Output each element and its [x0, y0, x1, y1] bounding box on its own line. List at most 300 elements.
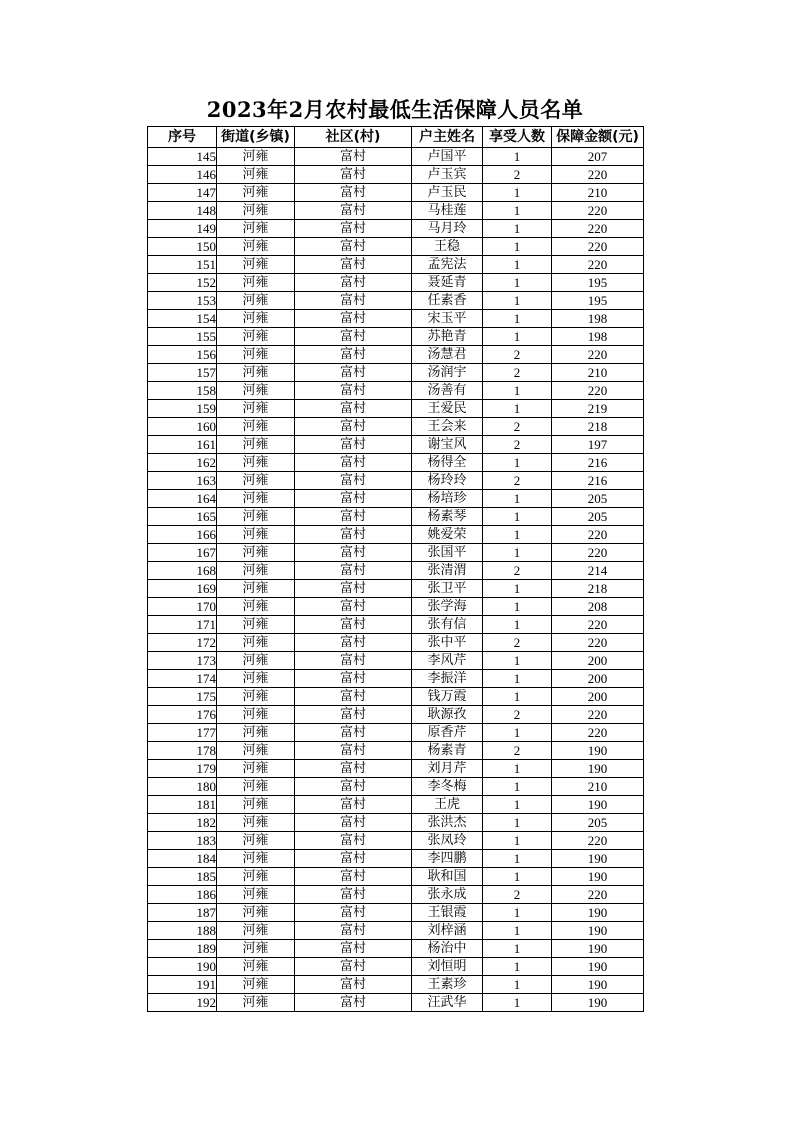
- cell-seq: 172: [148, 634, 217, 652]
- cell-seq: 188: [148, 922, 217, 940]
- cell-persons: 2: [483, 472, 552, 490]
- cell-persons: 1: [483, 454, 552, 472]
- cell-seq: 162: [148, 454, 217, 472]
- table-row: [148, 724, 644, 742]
- cell-householder: 张清渭: [412, 562, 483, 580]
- cell-street: 河雍: [217, 742, 295, 760]
- cell-street: 河雍: [217, 832, 295, 850]
- cell-community: 富村: [295, 472, 412, 490]
- table-row: [148, 904, 644, 922]
- cell-community: 富村: [295, 922, 412, 940]
- table-row: [148, 742, 644, 760]
- table-row: [148, 400, 644, 418]
- cell-street: 河雍: [217, 346, 295, 364]
- cell-street: 河雍: [217, 436, 295, 454]
- cell-seq: 147: [148, 184, 217, 202]
- cell-householder: 刘月芹: [412, 760, 483, 778]
- cell-persons: 1: [483, 850, 552, 868]
- cell-community: 富村: [295, 580, 412, 598]
- cell-persons: 1: [483, 202, 552, 220]
- cell-street: 河雍: [217, 598, 295, 616]
- cell-persons: 1: [483, 292, 552, 310]
- cell-seq: 155: [148, 328, 217, 346]
- cell-community: 富村: [295, 814, 412, 832]
- cell-householder: 汤润宇: [412, 364, 483, 382]
- cell-householder: 汤慧君: [412, 346, 483, 364]
- cell-householder: 汪武华: [412, 994, 483, 1012]
- cell-householder: 张永成: [412, 886, 483, 904]
- cell-persons: 2: [483, 418, 552, 436]
- cell-seq: 171: [148, 616, 217, 634]
- cell-street: 河雍: [217, 490, 295, 508]
- header-amount: 保障金额(元): [552, 127, 644, 148]
- table-row: [148, 526, 644, 544]
- cell-community: 富村: [295, 598, 412, 616]
- cell-community: 富村: [295, 670, 412, 688]
- cell-householder: 原香芹: [412, 724, 483, 742]
- header-householder: 户主姓名: [412, 127, 483, 148]
- cell-amount: 216: [552, 472, 644, 490]
- cell-amount: 220: [552, 166, 644, 184]
- cell-seq: 180: [148, 778, 217, 796]
- cell-householder: 苏艳青: [412, 328, 483, 346]
- cell-seq: 182: [148, 814, 217, 832]
- cell-householder: 李振洋: [412, 670, 483, 688]
- cell-persons: 1: [483, 508, 552, 526]
- table-row: [148, 256, 644, 274]
- cell-householder: 张洪杰: [412, 814, 483, 832]
- table-body: [148, 148, 644, 1012]
- cell-seq: 189: [148, 940, 217, 958]
- cell-street: 河雍: [217, 922, 295, 940]
- cell-community: 富村: [295, 490, 412, 508]
- cell-street: 河雍: [217, 508, 295, 526]
- cell-seq: 179: [148, 760, 217, 778]
- cell-seq: 156: [148, 346, 217, 364]
- cell-street: 河雍: [217, 634, 295, 652]
- cell-persons: 1: [483, 922, 552, 940]
- cell-householder: 张国平: [412, 544, 483, 562]
- cell-seq: 149: [148, 220, 217, 238]
- cell-seq: 174: [148, 670, 217, 688]
- cell-amount: 220: [552, 256, 644, 274]
- cell-community: 富村: [295, 508, 412, 526]
- cell-street: 河雍: [217, 184, 295, 202]
- table-row: [148, 310, 644, 328]
- cell-street: 河雍: [217, 148, 295, 166]
- cell-community: 富村: [295, 256, 412, 274]
- cell-householder: 刘恒明: [412, 958, 483, 976]
- cell-community: 富村: [295, 562, 412, 580]
- cell-street: 河雍: [217, 364, 295, 382]
- cell-amount: 220: [552, 544, 644, 562]
- cell-street: 河雍: [217, 688, 295, 706]
- cell-amount: 219: [552, 400, 644, 418]
- cell-amount: 190: [552, 976, 644, 994]
- cell-seq: 187: [148, 904, 217, 922]
- cell-seq: 161: [148, 436, 217, 454]
- cell-community: 富村: [295, 958, 412, 976]
- cell-amount: 208: [552, 598, 644, 616]
- cell-community: 富村: [295, 634, 412, 652]
- cell-community: 富村: [295, 868, 412, 886]
- cell-householder: 卢玉宾: [412, 166, 483, 184]
- cell-street: 河雍: [217, 562, 295, 580]
- cell-seq: 176: [148, 706, 217, 724]
- cell-community: 富村: [295, 382, 412, 400]
- table-row: [148, 202, 644, 220]
- cell-householder: 张有信: [412, 616, 483, 634]
- cell-persons: 1: [483, 670, 552, 688]
- table-row: [148, 940, 644, 958]
- table-row: [148, 472, 644, 490]
- table-row: [148, 274, 644, 292]
- cell-persons: 1: [483, 490, 552, 508]
- cell-community: 富村: [295, 940, 412, 958]
- cell-community: 富村: [295, 148, 412, 166]
- table-row: [148, 706, 644, 724]
- cell-community: 富村: [295, 292, 412, 310]
- cell-householder: 杨素琴: [412, 508, 483, 526]
- cell-persons: 1: [483, 256, 552, 274]
- cell-community: 富村: [295, 706, 412, 724]
- cell-householder: 李冬梅: [412, 778, 483, 796]
- cell-amount: 220: [552, 526, 644, 544]
- cell-community: 富村: [295, 526, 412, 544]
- cell-amount: 190: [552, 868, 644, 886]
- cell-street: 河雍: [217, 310, 295, 328]
- table-row: [148, 184, 644, 202]
- cell-street: 河雍: [217, 526, 295, 544]
- table-row: [148, 562, 644, 580]
- cell-seq: 158: [148, 382, 217, 400]
- cell-amount: 190: [552, 904, 644, 922]
- cell-householder: 王银霞: [412, 904, 483, 922]
- cell-street: 河雍: [217, 238, 295, 256]
- cell-community: 富村: [295, 220, 412, 238]
- cell-amount: 210: [552, 778, 644, 796]
- cell-street: 河雍: [217, 850, 295, 868]
- table-row: [148, 328, 644, 346]
- cell-community: 富村: [295, 436, 412, 454]
- cell-amount: 220: [552, 346, 644, 364]
- cell-householder: 耿源孜: [412, 706, 483, 724]
- cell-seq: 169: [148, 580, 217, 598]
- cell-street: 河雍: [217, 796, 295, 814]
- cell-householder: 张学海: [412, 598, 483, 616]
- cell-amount: 216: [552, 454, 644, 472]
- cell-street: 河雍: [217, 814, 295, 832]
- table-row: [148, 598, 644, 616]
- cell-householder: 张卫平: [412, 580, 483, 598]
- cell-street: 河雍: [217, 670, 295, 688]
- table-row: [148, 148, 644, 166]
- cell-community: 富村: [295, 976, 412, 994]
- cell-seq: 151: [148, 256, 217, 274]
- cell-persons: 2: [483, 346, 552, 364]
- cell-community: 富村: [295, 544, 412, 562]
- cell-persons: 2: [483, 886, 552, 904]
- cell-community: 富村: [295, 742, 412, 760]
- cell-street: 河雍: [217, 472, 295, 490]
- recipient-table: [147, 126, 644, 1012]
- cell-amount: 220: [552, 238, 644, 256]
- cell-seq: 163: [148, 472, 217, 490]
- table-row: [148, 814, 644, 832]
- cell-street: 河雍: [217, 652, 295, 670]
- header-seq: 序号: [148, 127, 217, 148]
- cell-street: 河雍: [217, 706, 295, 724]
- table-row: [148, 436, 644, 454]
- cell-street: 河雍: [217, 760, 295, 778]
- cell-amount: 210: [552, 364, 644, 382]
- table-row: [148, 454, 644, 472]
- table-row: [148, 886, 644, 904]
- cell-street: 河雍: [217, 724, 295, 742]
- cell-seq: 154: [148, 310, 217, 328]
- table-row: [148, 760, 644, 778]
- cell-householder: 马月玲: [412, 220, 483, 238]
- cell-amount: 205: [552, 814, 644, 832]
- table-row: [148, 238, 644, 256]
- table-row: [148, 364, 644, 382]
- table-header-row: [148, 127, 644, 148]
- table-row: [148, 850, 644, 868]
- cell-householder: 杨治中: [412, 940, 483, 958]
- cell-persons: 1: [483, 688, 552, 706]
- cell-seq: 146: [148, 166, 217, 184]
- cell-householder: 王会来: [412, 418, 483, 436]
- cell-householder: 马桂莲: [412, 202, 483, 220]
- cell-seq: 173: [148, 652, 217, 670]
- cell-seq: 157: [148, 364, 217, 382]
- cell-seq: 160: [148, 418, 217, 436]
- cell-householder: 谢宝风: [412, 436, 483, 454]
- cell-amount: 198: [552, 310, 644, 328]
- cell-seq: 181: [148, 796, 217, 814]
- cell-seq: 167: [148, 544, 217, 562]
- table-row: [148, 292, 644, 310]
- cell-seq: 159: [148, 400, 217, 418]
- cell-persons: 1: [483, 796, 552, 814]
- cell-seq: 148: [148, 202, 217, 220]
- cell-persons: 1: [483, 238, 552, 256]
- cell-householder: 杨素青: [412, 742, 483, 760]
- cell-street: 河雍: [217, 220, 295, 238]
- cell-amount: 200: [552, 670, 644, 688]
- cell-street: 河雍: [217, 958, 295, 976]
- cell-amount: 190: [552, 958, 644, 976]
- cell-persons: 2: [483, 166, 552, 184]
- cell-community: 富村: [295, 202, 412, 220]
- cell-street: 河雍: [217, 544, 295, 562]
- cell-street: 河雍: [217, 382, 295, 400]
- cell-seq: 183: [148, 832, 217, 850]
- cell-persons: 1: [483, 544, 552, 562]
- cell-persons: 1: [483, 184, 552, 202]
- cell-householder: 任素香: [412, 292, 483, 310]
- cell-persons: 1: [483, 274, 552, 292]
- cell-persons: 1: [483, 598, 552, 616]
- cell-community: 富村: [295, 688, 412, 706]
- cell-persons: 1: [483, 382, 552, 400]
- table-row: [148, 382, 644, 400]
- cell-street: 河雍: [217, 202, 295, 220]
- cell-seq: 152: [148, 274, 217, 292]
- cell-persons: 2: [483, 742, 552, 760]
- cell-street: 河雍: [217, 580, 295, 598]
- table-row: [148, 994, 644, 1012]
- cell-seq: 184: [148, 850, 217, 868]
- cell-seq: 192: [148, 994, 217, 1012]
- cell-persons: 1: [483, 832, 552, 850]
- cell-community: 富村: [295, 994, 412, 1012]
- table-row: [148, 832, 644, 850]
- cell-seq: 185: [148, 868, 217, 886]
- cell-community: 富村: [295, 778, 412, 796]
- cell-amount: 200: [552, 688, 644, 706]
- cell-persons: 1: [483, 760, 552, 778]
- table-row: [148, 220, 644, 238]
- table-row: [148, 958, 644, 976]
- cell-persons: 2: [483, 364, 552, 382]
- cell-street: 河雍: [217, 904, 295, 922]
- cell-seq: 178: [148, 742, 217, 760]
- cell-street: 河雍: [217, 868, 295, 886]
- cell-persons: 1: [483, 616, 552, 634]
- cell-persons: 2: [483, 436, 552, 454]
- cell-seq: 150: [148, 238, 217, 256]
- cell-amount: 220: [552, 706, 644, 724]
- cell-householder: 杨培珍: [412, 490, 483, 508]
- cell-persons: 1: [483, 868, 552, 886]
- cell-amount: 220: [552, 886, 644, 904]
- cell-amount: 205: [552, 490, 644, 508]
- cell-community: 富村: [295, 652, 412, 670]
- cell-householder: 王虎: [412, 796, 483, 814]
- cell-householder: 张凤玲: [412, 832, 483, 850]
- table-row: [148, 580, 644, 598]
- table-row: [148, 922, 644, 940]
- cell-persons: 1: [483, 958, 552, 976]
- cell-householder: 耿和国: [412, 868, 483, 886]
- cell-amount: 190: [552, 922, 644, 940]
- header-persons: 享受人数: [483, 127, 552, 148]
- cell-amount: 220: [552, 832, 644, 850]
- cell-amount: 210: [552, 184, 644, 202]
- cell-seq: 145: [148, 148, 217, 166]
- cell-persons: 1: [483, 994, 552, 1012]
- cell-seq: 190: [148, 958, 217, 976]
- cell-seq: 168: [148, 562, 217, 580]
- page-title: 2023年2月农村最低生活保障人员名单: [206, 97, 584, 122]
- cell-amount: 190: [552, 760, 644, 778]
- cell-amount: 195: [552, 274, 644, 292]
- cell-amount: 220: [552, 724, 644, 742]
- cell-community: 富村: [295, 364, 412, 382]
- cell-householder: 宋玉平: [412, 310, 483, 328]
- cell-seq: 166: [148, 526, 217, 544]
- cell-householder: 杨玲玲: [412, 472, 483, 490]
- cell-seq: 165: [148, 508, 217, 526]
- cell-community: 富村: [295, 904, 412, 922]
- cell-community: 富村: [295, 328, 412, 346]
- cell-community: 富村: [295, 724, 412, 742]
- table-row: [148, 652, 644, 670]
- cell-amount: 190: [552, 994, 644, 1012]
- cell-amount: 205: [552, 508, 644, 526]
- cell-community: 富村: [295, 184, 412, 202]
- cell-amount: 220: [552, 220, 644, 238]
- cell-householder: 钱万霞: [412, 688, 483, 706]
- cell-persons: 1: [483, 724, 552, 742]
- cell-amount: 220: [552, 616, 644, 634]
- cell-community: 富村: [295, 616, 412, 634]
- cell-householder: 李四鹏: [412, 850, 483, 868]
- cell-community: 富村: [295, 454, 412, 472]
- table-row: [148, 688, 644, 706]
- cell-amount: 220: [552, 634, 644, 652]
- cell-amount: 197: [552, 436, 644, 454]
- cell-householder: 孟宪法: [412, 256, 483, 274]
- cell-householder: 卢玉民: [412, 184, 483, 202]
- cell-street: 河雍: [217, 166, 295, 184]
- cell-persons: 1: [483, 814, 552, 832]
- cell-street: 河雍: [217, 940, 295, 958]
- header-community: 社区(村): [295, 127, 412, 148]
- cell-community: 富村: [295, 418, 412, 436]
- cell-street: 河雍: [217, 274, 295, 292]
- table-row: [148, 778, 644, 796]
- cell-persons: 1: [483, 940, 552, 958]
- cell-seq: 191: [148, 976, 217, 994]
- cell-street: 河雍: [217, 778, 295, 796]
- cell-community: 富村: [295, 346, 412, 364]
- cell-persons: 1: [483, 400, 552, 418]
- cell-community: 富村: [295, 310, 412, 328]
- cell-amount: 190: [552, 742, 644, 760]
- cell-street: 河雍: [217, 292, 295, 310]
- cell-amount: 198: [552, 328, 644, 346]
- cell-street: 河雍: [217, 454, 295, 472]
- cell-persons: 1: [483, 328, 552, 346]
- cell-amount: 220: [552, 202, 644, 220]
- cell-street: 河雍: [217, 886, 295, 904]
- cell-amount: 220: [552, 382, 644, 400]
- table-row: [148, 346, 644, 364]
- cell-seq: 177: [148, 724, 217, 742]
- table-row: [148, 868, 644, 886]
- cell-community: 富村: [295, 400, 412, 418]
- cell-community: 富村: [295, 796, 412, 814]
- cell-householder: 聂延青: [412, 274, 483, 292]
- table-row: [148, 166, 644, 184]
- cell-persons: 1: [483, 148, 552, 166]
- table-row: [148, 976, 644, 994]
- cell-street: 河雍: [217, 328, 295, 346]
- cell-persons: 1: [483, 652, 552, 670]
- table-row: [148, 544, 644, 562]
- cell-amount: 214: [552, 562, 644, 580]
- cell-persons: 1: [483, 310, 552, 328]
- cell-householder: 王素珍: [412, 976, 483, 994]
- cell-persons: 2: [483, 634, 552, 652]
- cell-community: 富村: [295, 832, 412, 850]
- cell-seq: 186: [148, 886, 217, 904]
- header-street: 街道(乡镇): [217, 127, 295, 148]
- cell-householder: 刘梓涵: [412, 922, 483, 940]
- table-row: [148, 616, 644, 634]
